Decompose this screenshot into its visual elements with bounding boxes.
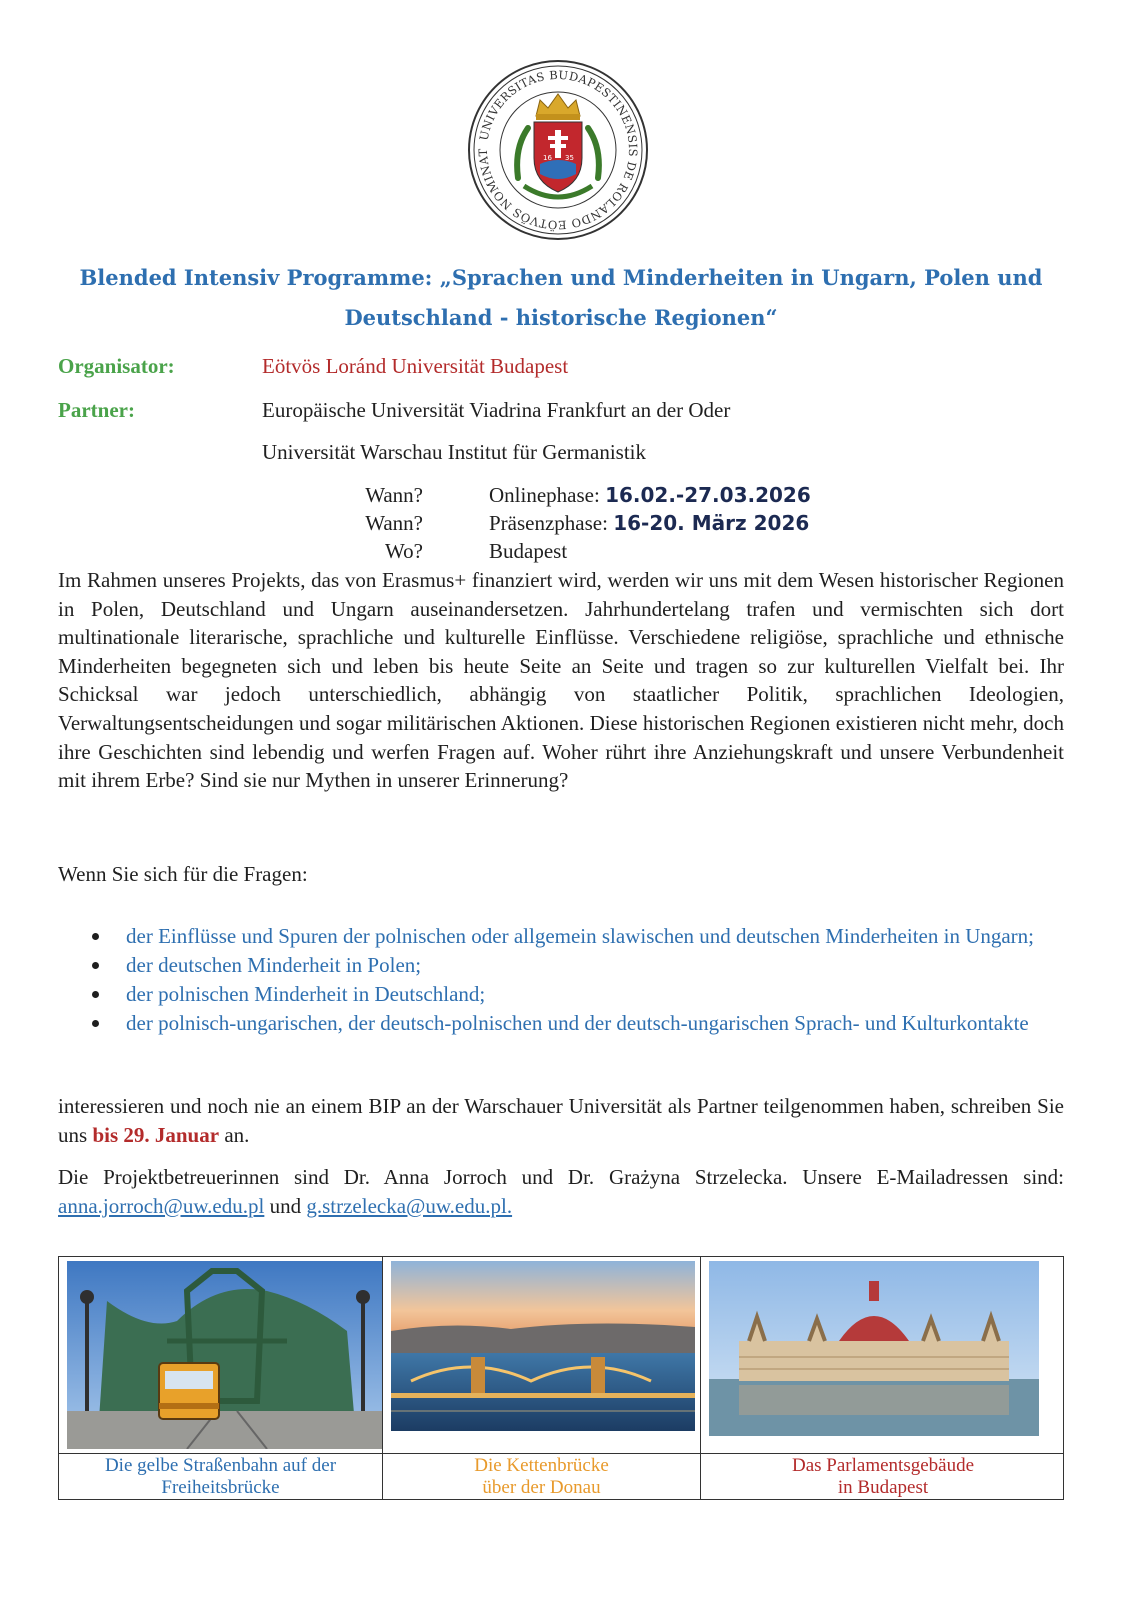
- schedule-label: Onlinephase:: [489, 483, 600, 507]
- list-item: der deutschen Minderheit in Polen;: [58, 951, 1064, 980]
- organisator-value: Eötvös Loránd Universität Budapest: [262, 354, 569, 378]
- email-link-jorroch[interactable]: anna.jorroch@uw.edu.pl: [58, 1193, 265, 1218]
- schedule-row-online: [0, 483, 1123, 511]
- photo-caption-tram: Die gelbe Straßenbahn auf der Freiheitsbrücke: [104, 1455, 337, 1498]
- photo-cell-tram: [59, 1257, 382, 1499]
- university-seal-icon: [466, 58, 650, 242]
- schedule-row-location: [0, 539, 1123, 567]
- photo-caption-chain-bridge: Die Kettenbrücke über der Donau: [474, 1455, 609, 1498]
- photo-cell-chain-bridge: [382, 1257, 700, 1499]
- bullet-icon: [92, 1020, 99, 1027]
- bullet-icon: [92, 991, 99, 998]
- title-line-1: Blended Intensiv Programme: „Sprachen und Minderheiten in Ungarn, Polen und: [79, 265, 1043, 290]
- partner-value-2: Universität Warschau Institut für Germanistik: [262, 440, 646, 464]
- lead-sentence: Wenn Sie sich für die Fragen:: [58, 862, 308, 886]
- deadline: bis 29. Januar: [92, 1122, 220, 1147]
- list-item: der polnischen Minderheit in Deutschland;: [58, 980, 1064, 1009]
- list-item: der Einflüsse und Spuren der polnischen oder allgemein slawischen und deutschen Minderheiten in Ungarn;: [58, 922, 1064, 951]
- partner-value-1: Europäische Universität Viadrina Frankfurt an der Oder: [262, 398, 731, 422]
- programme-title: [58, 258, 1064, 338]
- schedule-question: Wo?: [385, 539, 423, 563]
- svg-text:16: 16: [543, 154, 552, 162]
- parliament-photo: [709, 1261, 1039, 1436]
- intro-paragraph: Im Rahmen unseres Projekts, das von Erasmus+ finanziert wird, werden wir uns mit dem Wesen historischer Regionen in Polen, Deutschland und Ungarn auseinandersetzen. Jahrhundertelang trafen und vermischten sich dort multinationale literarische, sprachliche und kulturelle Einflüsse. Verschiedene religiöse, sprachliche und ethnische Minderheiten begegneten sich und leben bis heute Seite an Seite und tragen so zur kulturellen Vielfalt bei. Ihr Schicksal war jedoch unterschiedlich, abhängig von staatlicher Politik, sprachlichen Ideologien, Verwaltungsentscheidungen und sogar militärischen Aktionen. Diese historischen Regionen existieren nicht mehr, doch ihre Geschichten sind lebendig und werfen Fragen auf. Woher rührt ihre Anziehungskraft und unsere Verbundenheit mit ihrem Erbe? Sind sie nur Mythen in unserer Erinnerung?: [58, 568, 1064, 793]
- schedule-date: 16-20. März 2026: [613, 511, 810, 535]
- schedule-question: Wann?: [365, 511, 423, 535]
- tram-on-bridge-photo: [67, 1261, 383, 1449]
- chain-bridge-photo: [391, 1261, 695, 1431]
- topic-list: [58, 922, 1064, 1038]
- partner-label: Partner:: [58, 398, 135, 422]
- photo-table: [58, 1256, 1064, 1500]
- apply-paragraph: interessieren und noch nie an einem BIP an der Warschauer Universität als Partner teilgenommen haben, schreiben Sie uns bis 29. Januar an.: [58, 1094, 1064, 1147]
- organisator-label: Organisator:: [58, 354, 175, 378]
- schedule-row-presence: [0, 511, 1123, 539]
- title-line-2: Deutschland - historische Regionen“: [344, 305, 778, 330]
- schedule-date: 16.02.-27.03.2026: [605, 483, 811, 507]
- svg-text:35: 35: [565, 154, 574, 162]
- schedule-label: Präsenzphase:: [489, 511, 608, 535]
- seal-ring-text: UNIVERSITAS BUDAPESTINENSIS DE ROLANDO EÖTVÖS NOMINAT: [475, 67, 641, 233]
- bullet-icon: [92, 933, 99, 940]
- email-link-strzelecka[interactable]: g.strzelecka@uw.edu.pl.: [306, 1193, 513, 1218]
- photo-caption-parliament: Das Parlamentsgebäude in Budapest: [791, 1455, 975, 1498]
- photo-cell-parliament: [700, 1257, 1065, 1499]
- contact-paragraph: Die Projektbetreuerinnen sind Dr. Anna Jorroch und Dr. Grażyna Strzelecka. Unsere E-Mailadressen sind: anna.jorroch@uw.edu.pl und g.strzelecka@uw.edu.pl.: [58, 1165, 1064, 1218]
- schedule-question: Wann?: [365, 483, 423, 507]
- schedule-location: Budapest: [489, 539, 568, 563]
- list-item: der polnisch-ungarischen, der deutsch-polnischen und der deutsch-ungarischen Sprach- und Kulturkontakte: [58, 1009, 1064, 1038]
- bullet-icon: [92, 962, 99, 969]
